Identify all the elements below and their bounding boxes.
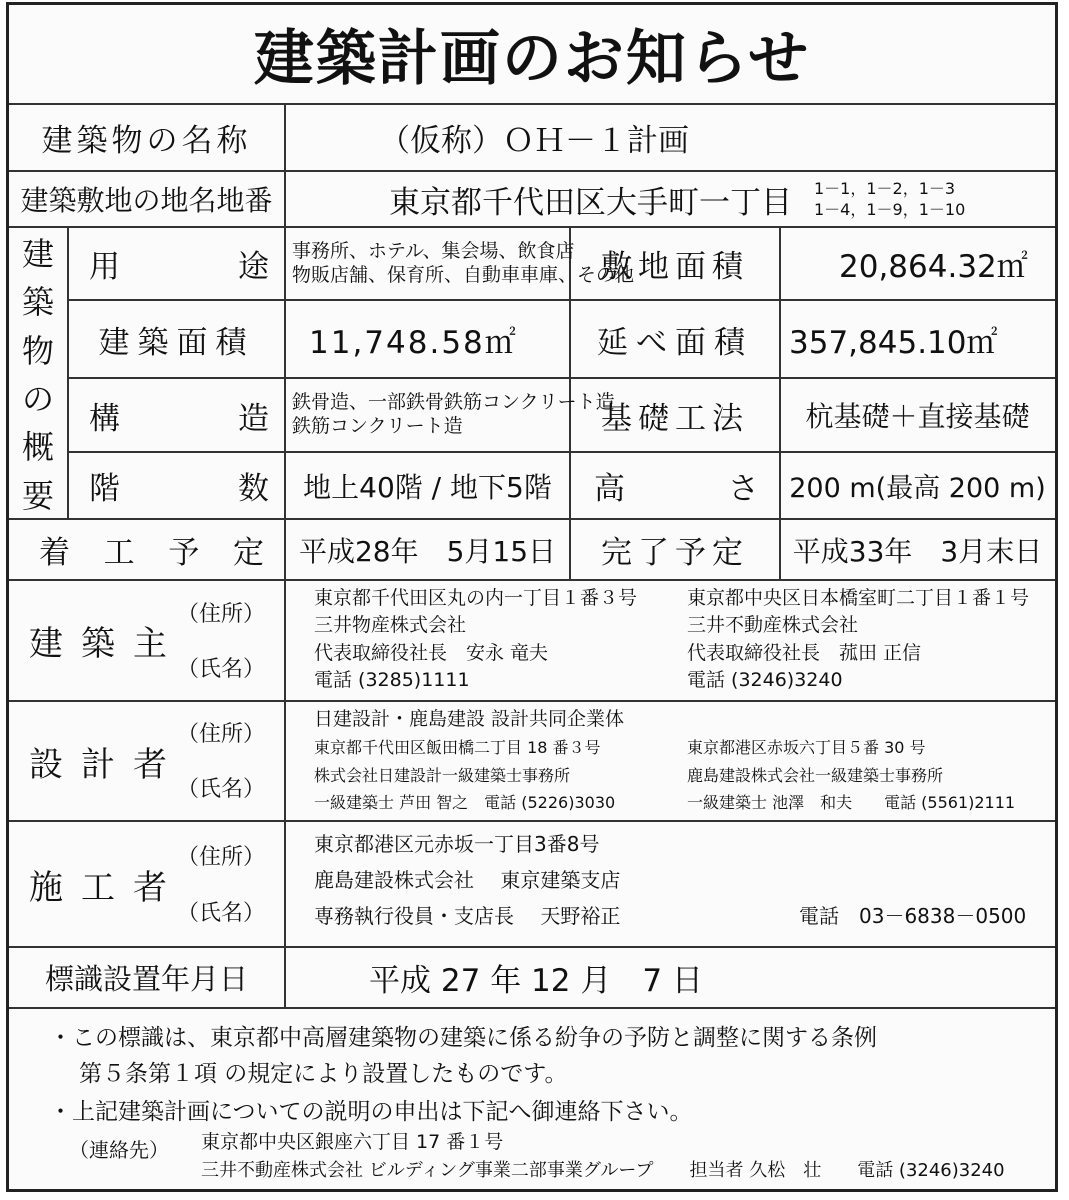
building-area-label: 建築面積	[98, 324, 255, 361]
name-sub-label: （氏名）	[177, 657, 266, 682]
height-label-char: 高	[594, 471, 625, 507]
foundation-value: 杭基礎＋直接基礎	[805, 400, 1030, 433]
start-label-char: 予	[168, 535, 200, 571]
floors-label-char: 階	[89, 471, 120, 507]
sign-date-value: 平成 27 年 12 月 7 日	[369, 963, 703, 999]
designer-header: 日建設計・鹿島建設 設計共同企業体	[314, 708, 625, 731]
height-label	[594, 453, 759, 518]
owner-right-line: 電話 (3246)3240	[687, 669, 843, 692]
overview-char: 築	[21, 283, 54, 322]
site-area-label: 敷地面積	[601, 249, 749, 285]
use-label	[89, 228, 269, 299]
completion-label: 完了予定	[601, 535, 749, 571]
structure-value	[292, 379, 615, 451]
floors-label-char: 数	[238, 471, 269, 507]
owner-right-line: 代表取締役社長 菰田 正信	[687, 641, 922, 664]
construction-notice-board	[6, 2, 1058, 1192]
note-line: ・上記建築計画についての説明の申出は下記へ御連絡下さい。	[49, 1098, 693, 1125]
building-name-label: 建築物の名称	[41, 123, 252, 159]
designer-left-line: 株式会社日建設計一級建築士事務所	[314, 765, 571, 785]
structure-label	[89, 379, 269, 451]
name-sub-label: （氏名）	[177, 777, 266, 802]
floors-label	[89, 453, 269, 518]
total-floor-area-value: 357,845.10㎡	[789, 324, 998, 361]
use-line: 事務所、ホテル、集会場、飲食店	[292, 239, 575, 262]
site-address-value: 東京都千代田区大手町一丁目	[389, 184, 792, 221]
floors-value: 地上40階 / 地下5階	[303, 470, 552, 504]
address-sub-label: （住所）	[177, 602, 266, 627]
builder-address: 東京都港区元赤坂一丁目3番8号	[314, 831, 600, 856]
completion-value: 平成33年 3月末日	[792, 534, 1043, 568]
owner-right-line: 東京都中央区日本橋室町二丁目１番１号	[687, 586, 1030, 609]
site-lot-line: 1－4，1－9，1－10	[814, 200, 966, 219]
owner-label: 建築主	[29, 624, 185, 664]
contact-detail: 三井不動産株式会社 ビルディング事業二部事業グループ 担当者 久松 壮 電話 (3246)3240	[201, 1159, 1005, 1181]
start-label	[39, 520, 264, 579]
designer-left-line: 東京都千代田区飯田橋二丁目 18 番３号	[314, 738, 601, 758]
contact-address: 東京都中央区銀座六丁目 17 番１号	[201, 1131, 504, 1154]
overview-char: 建	[21, 235, 54, 274]
designer-left	[314, 735, 684, 817]
owner-left-line: 電話 (3285)1111	[314, 669, 470, 692]
designer-right-line: 鹿島建設株式会社一級建築士事務所	[687, 765, 944, 785]
site-area-value: 20,864.32㎡	[839, 249, 1028, 285]
builder-label: 施工者	[29, 867, 185, 908]
total-floor-area-label: 延べ面積	[597, 324, 753, 361]
builder-phone: 電話 03－6838－0500	[799, 903, 1027, 928]
builder-company: 鹿島建設株式会社 東京建築支店	[314, 867, 621, 892]
building-area-value: 11,748.58㎡	[309, 324, 518, 361]
use-value	[292, 228, 635, 299]
start-label-char: 着	[39, 535, 70, 571]
owner-sub-labels	[177, 585, 282, 695]
site-address-label: 建築敷地の地名地番	[20, 184, 273, 217]
contact-label: （連絡先）	[69, 1137, 169, 1162]
use-label-char: 用	[89, 249, 120, 285]
owner-left-line: 三井物産株式会社	[314, 614, 467, 637]
builder-person: 専務執行役員・支店長 天野裕正	[314, 903, 621, 928]
designer-right-line: 東京都港区赤坂六丁目５番 30 号	[687, 738, 926, 758]
building-name-value: （仮称）ＯＨ－１計画	[379, 123, 689, 159]
structure-line: 鉄筋コンクリート造	[292, 415, 463, 437]
address-sub-label: （住所）	[177, 844, 266, 870]
overview-char: 物	[21, 331, 54, 370]
page-title: 建築計画のお知らせ	[253, 24, 811, 94]
designer-right	[687, 735, 1052, 817]
name-sub-label: （氏名）	[177, 900, 266, 926]
use-line: 物販店舗、保育所、自動車車庫、その他	[292, 263, 635, 286]
overview-label	[9, 228, 67, 518]
sign-date-label: 標識設置年月日	[44, 962, 248, 996]
use-label-char: 途	[238, 249, 269, 285]
overview-char: 概	[21, 428, 54, 467]
builder-sub-labels	[177, 827, 282, 939]
structure-label-char: 構	[89, 400, 120, 437]
designer-left-line: 一級建築士 芦田 智之 電話 (5226)3030	[314, 792, 616, 812]
start-label-char: 工	[103, 535, 135, 571]
overview-char: 要	[21, 476, 54, 515]
start-value: 平成28年 5月15日	[298, 534, 557, 568]
owner-left-line: 東京都千代田区丸の内一丁目１番３号	[314, 586, 638, 609]
owner-left	[314, 585, 674, 695]
owner-right	[687, 585, 1052, 695]
designer-label: 設計者	[29, 744, 185, 785]
overview-char: の	[21, 380, 54, 419]
site-lot-numbers	[814, 174, 1054, 226]
note-line: 第５条第１項 の規定により設置したものです。	[79, 1060, 568, 1087]
structure-line: 鉄骨造、一部鉄骨鉄筋コンクリート造	[292, 391, 615, 414]
address-sub-label: （住所）	[177, 722, 266, 747]
note-line: ・この標識は、東京都中高層建築物の建築に係る紛争の予防と調整に関する条例	[49, 1024, 877, 1051]
site-lot-line: 1－1，1－2，1－3	[814, 179, 956, 199]
start-label-char: 定	[232, 535, 264, 571]
designer-right-line: 一級建築士 池澤 和夫 電話 (5561)2111	[687, 792, 1016, 812]
structure-label-char: 造	[238, 400, 269, 437]
owner-left-line: 代表取締役社長 安永 竜夫	[314, 641, 549, 664]
height-label-char: さ	[728, 471, 759, 507]
height-value: 200 m(最高 200 m)	[789, 473, 1046, 504]
foundation-label: 基礎工法	[601, 400, 749, 437]
designer-sub-labels	[177, 705, 282, 815]
owner-right-line: 三井不動産株式会社	[687, 614, 859, 637]
